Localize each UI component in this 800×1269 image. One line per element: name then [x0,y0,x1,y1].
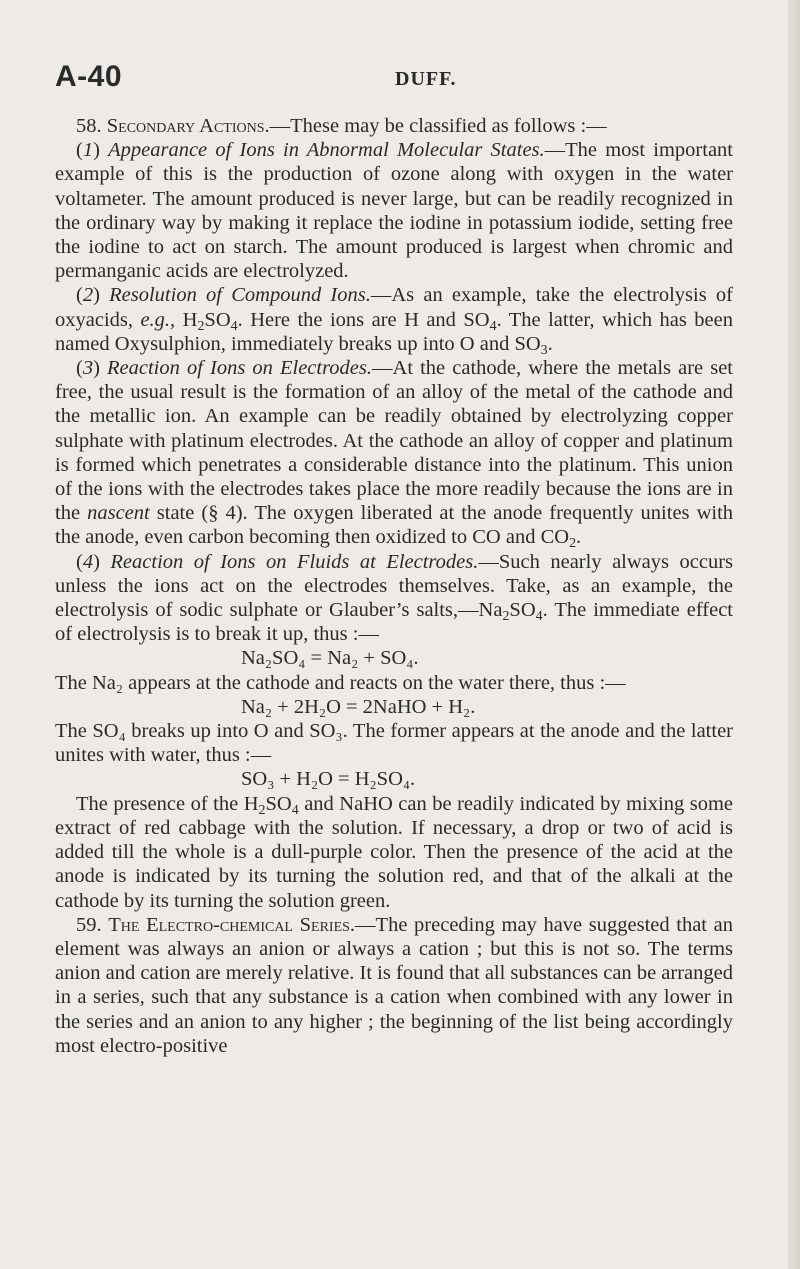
subheading-4: Reaction of Ions on Fluids at Electrodes. [110,550,479,573]
paragraph-red-cabbage: The presence of the $H_2SO_4$ and NaHO can be readily indicated by mixing some extract of red cabbage with the solution. If necessary, a drop or two of acid is added till the whole is a dull-purple color. Then the presence of the acid at the anode is indicated by its turning the solution red, and that of the alkali at the cathode by its turning the solution green. [55,792,734,912]
equation-2: Na₂ + 2H₂O = 2NaHO + H₂. [241,695,476,718]
equation-3: SO₃ + H₂O = H₂SO₄. [241,768,416,791]
section-59-heading: The Electro-chemical Series. [108,913,356,936]
subheading-3: Reaction of Ions on Electrodes. [107,357,373,380]
running-head: DUFF. [395,68,457,90]
page-body [55,114,733,1058]
section-58-intro: 58. Secondary Actions.—These may be classified as follows :— [76,115,607,137]
paragraph-reaction-on-electrodes: (3) Reaction of Ions on Electrodes.—At the cathode, where the metals are set free, the usual result is the formation of an alloy of the metal of the cathode and the metallic ion. An example can be readily obtained by electrolyzing copper sulphate with platinum electrodes. At the cathode an alloy of copper and platinum is formed which penetrates a considerable distance into the platinum. This union of the ions with the electrodes takes place the more readily because the ions are in the nascent state (§ 4). The oxygen liberated at the anode frequently unites with the anode, even carbon becoming then oxidized to CO and $CO_2$. [55,357,734,552]
page-header [55,60,728,100]
section-58-heading: Secondary Actions. [106,115,270,137]
paragraph-appearance-of-ions: (1) Appearance of Ions in Abnormal Molecular States.—The most important example of this is the production of ozone along with oxygen in the water voltameter. The amount produced is never large, but can be readily recognized in the ordinary way by making it replace the iodine in potassium iodide, setting free the iodine to act on starch. The amount produced is largest when chromic and permanganic acids are electrolyzed. [55,139,733,283]
line-so4-anode: The SO₄ breaks up into O and SO₃. The former appears at the anode and the latter unites with water, thus :— [55,720,733,767]
equation-1: Na₂SO₄ = Na₂ + SO₄. [241,647,419,670]
paragraph-resolution-of-ions: (2) Resolution of Compound Ions.—As an example, take the electrolysis of oxyacids, e.g., $H_2SO_4$. Here the ions are H and $SO_4$. The latter, which has been named Oxysulphion, immediately breaks up into O and $SO_3$. [55,284,734,358]
subheading-2: Resolution of Compound Ions. [109,284,371,307]
page-number: A-40 [55,60,123,93]
subheading-1: Appearance of Ions in Abnormal Molecular States. [108,139,545,162]
page-edge [788,0,800,1269]
paragraph-reaction-on-fluids: (4) Reaction of Ions on Fluids at Electrodes.—Such nearly always occurs unless the ions act on the electrodes themselves. Take, as an example, the electrolysis of sodic sulphate or Glauber’s $salts,—Na_2SO_4$. The immediate effect of electrolysis is to break it up, thus :— [55,550,733,646]
line-na2-cathode: The Na₂ appears at the cathode and reacts on the water there, thus :— [55,671,626,694]
section-59-paragraph: 59. The Electro-chemical Series.—The preceding may have suggested that an element was always an anion or always a cation ; but this is not so. The terms anion and cation are merely relative. It is found that all substances can be arranged in a series, such that any substance is a cation when combined with any lower in the series and an anion to any higher ; the beginning of the list being accordingly most electro-positive [55,913,733,1057]
